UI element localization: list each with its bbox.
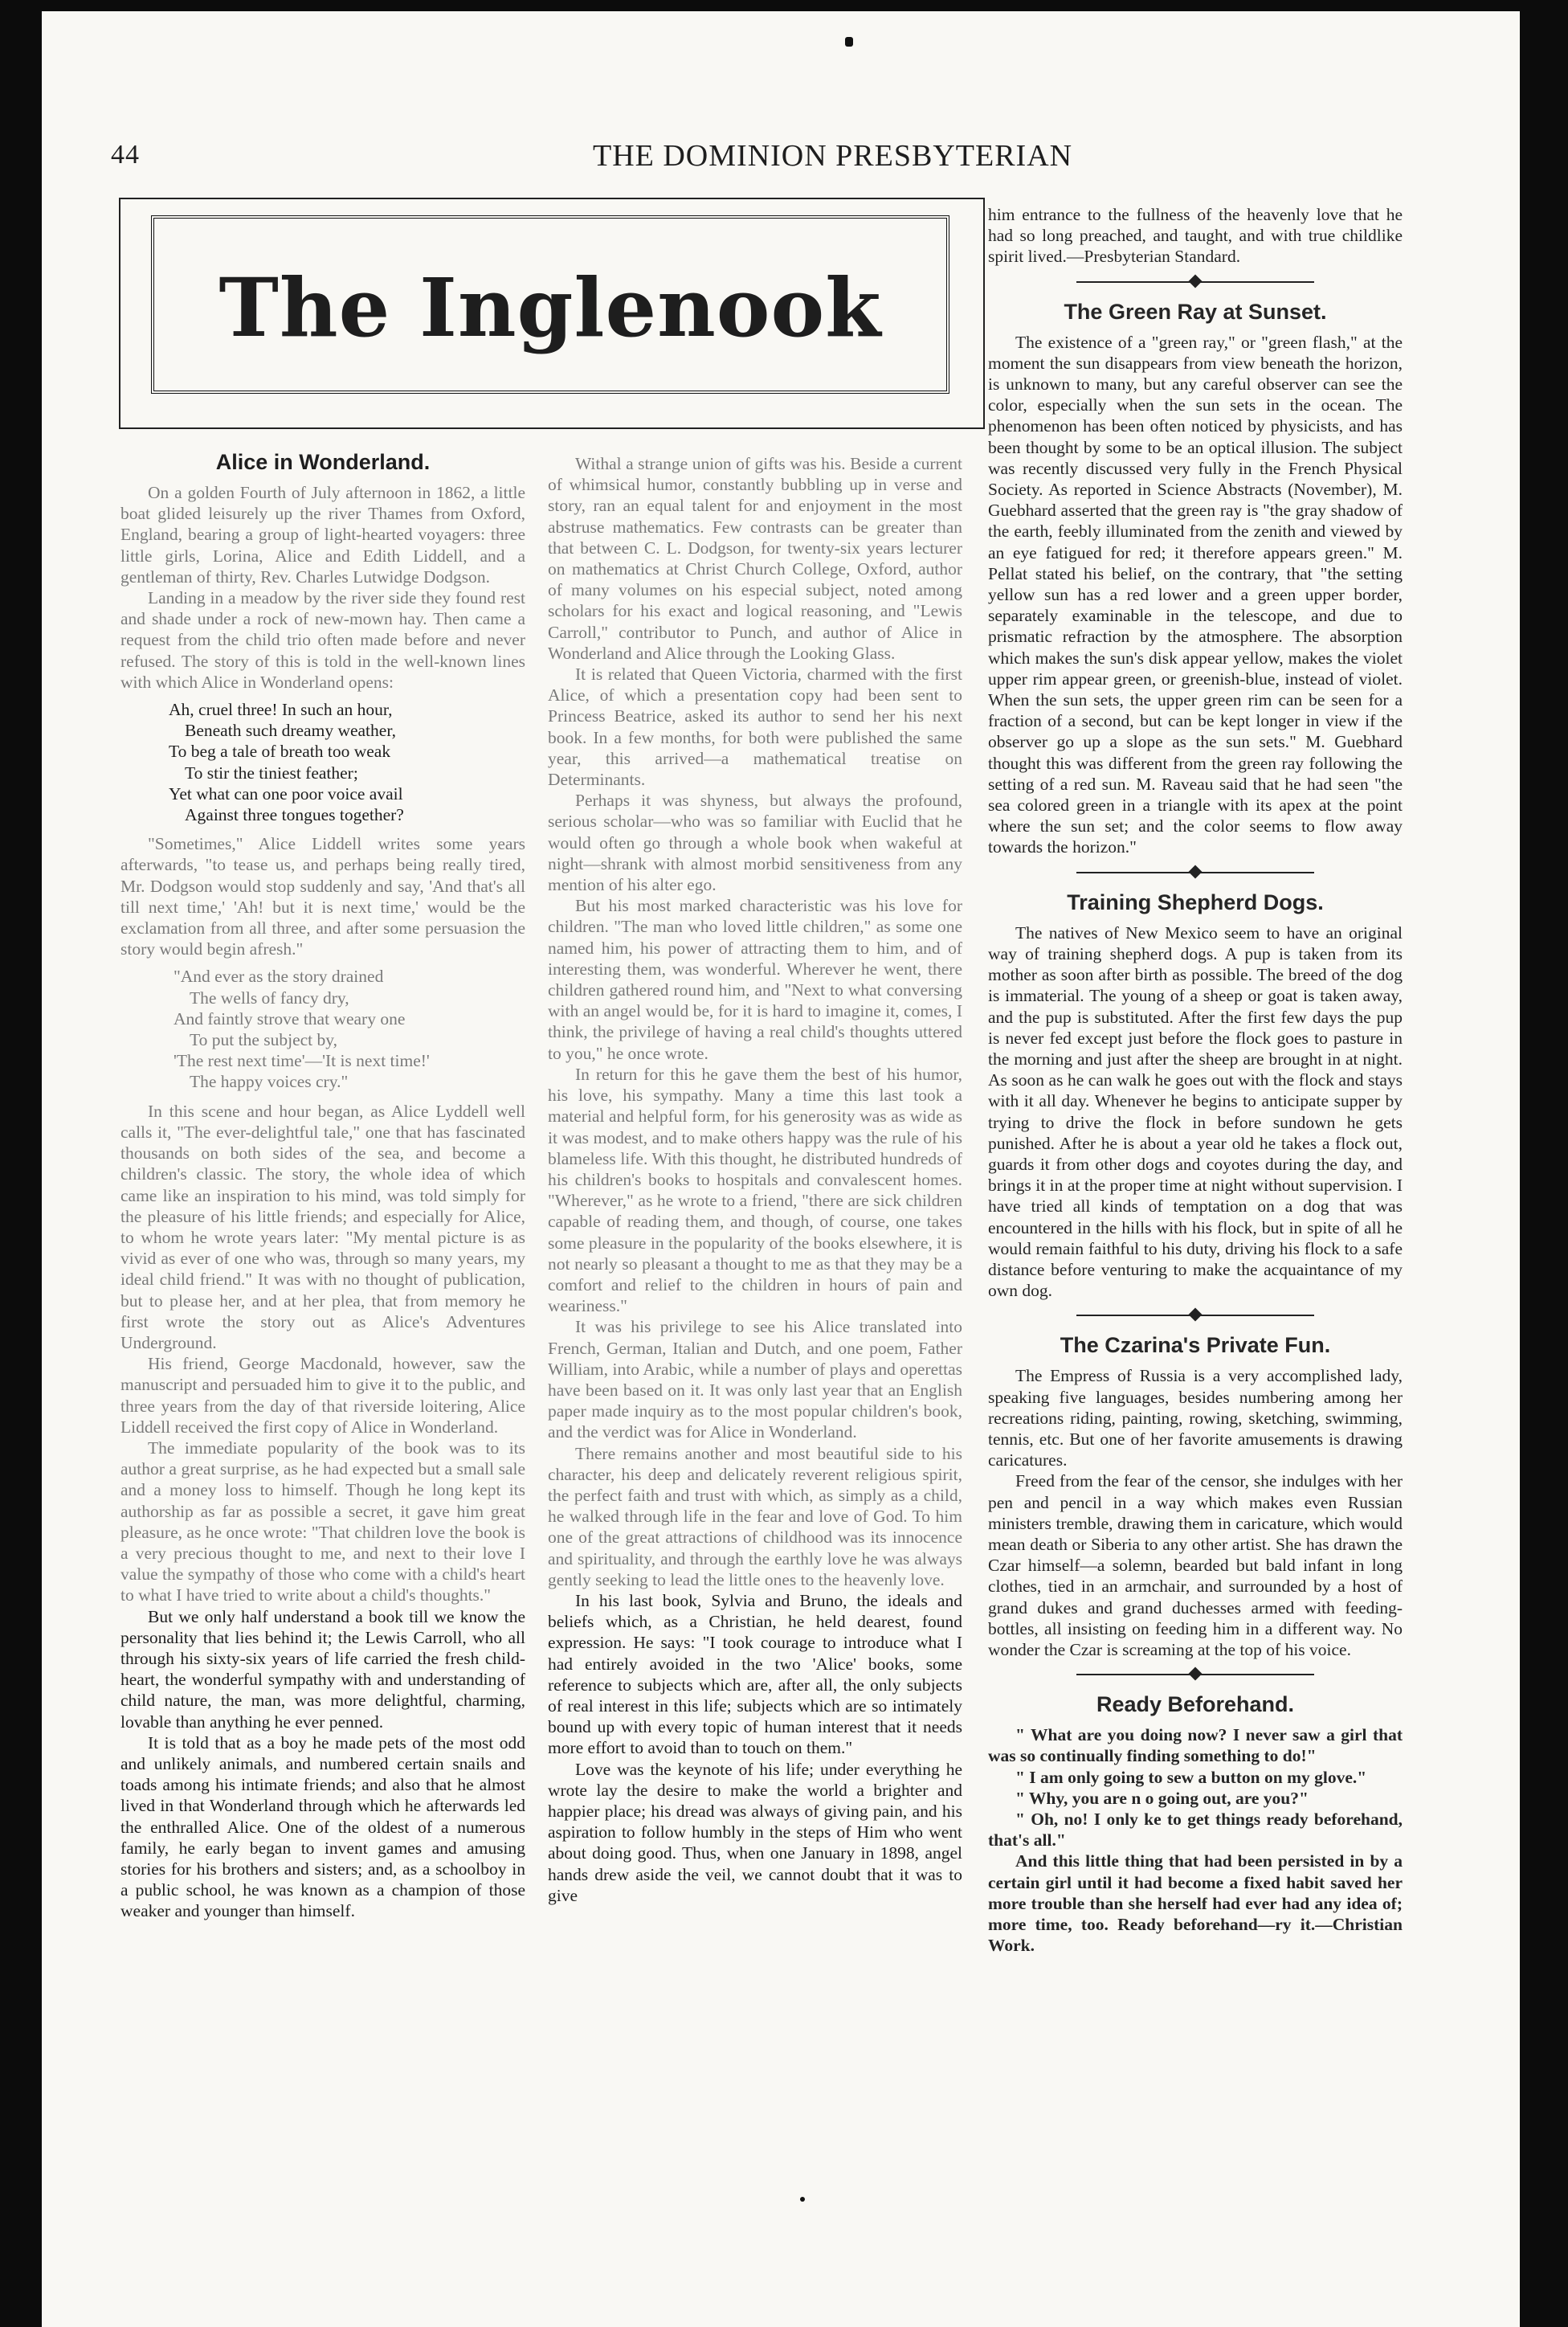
alice-paragraph: There remains another and most beautiful side to his character, his deep and delicately reverent religious spirit, the perfect faith and trust with which, as simply as a child, he walked through life in the fear and love of God. To him one of the great attractions of childhood was its innocence and spirituality, and through the earthly love he was always gently seeking to lead the little ones to the heavenly love. (548, 1443, 962, 1589)
left-scan-border (0, 0, 42, 2327)
alice-heading: Alice in Wonderland. (215, 450, 431, 474)
alice-paragraph: In return for this he gave them the best of his humor, his love, his sympathy. Many a time this last took a material and helpful form, for his generosity was as wide as it was modest, and to make others happy was the rule of his blameless life. With this thought, he distributed hundreds of his children's books to hospitals and convalescent homes. "Wherever," as he wrote to a friend, "there are sick children capable of reading them, and though, of course, one takes some pleasure in the popularity of the books elsewhere, it is not nearly so pleasant a thought to me as that they may be a comfort and relief to the children in hours of pain and weariness." (548, 1064, 962, 1316)
section-divider (988, 274, 1403, 290)
ready-dialogue-line: " Oh, no! I only ke to get things ready beforehand, that's all." (988, 1810, 1403, 1851)
alice-paragraph: The immediate popularity of the book was to its author a great surprise, as he had expected but a small sale and a money loss to himself. Though he long kept its authorship as far as possible a secret, it gave him great pleasure, as he once wrote: "That children love the book is a very precious thought to me, and next to their love I value the sympathy of those who come with a child's heart to what I have tried to write about a child's thoughts." (120, 1438, 525, 1605)
section-divider (988, 1667, 1403, 1683)
ink-speck (845, 37, 853, 47)
poem-line: And faintly strove that weary one (174, 1008, 406, 1029)
poem-line: Yet what can one poor voice avail (169, 783, 403, 804)
czarina-paragraph: Freed from the fear of the censor, she indulges with her pen and pencil in a way which makes even Russian ministers tremble, drawing them in caricature, which would mean death or Siberia to any other artist. She has drawn the Czar himself—a solemn, bearded but bald infant in long clothes, tied in an armchair, and surrounded by a host of grand dukes and grand duchesses armed with feeding-bottles, all insisting on feeding him in a different way. No wonder the Czar is screaming at the top of his voice. (988, 1471, 1403, 1659)
alice-paragraph: It is told that as a boy he made pets of the most odd and unlikely animals, and numbered certain snails and toads among his intimate friends; and also that he almost lived in that Wonderland through which he afterwards led the enthralled Alice. One of the oldest of a numerous family, he early began to invent games and amusing stories for his brothers and sisters; and, as a schoolboy in a public school, he was known as a champion of those weaker and younger than himself. (120, 1732, 525, 1921)
alice-paragraph: Landing in a meadow by the river side they found rest and shade under a rock of new-mown hay. Then came a request from the child trio often made before and never refused. The story of this is told in the well-known lines with which Alice in Wonderland opens: (120, 588, 525, 692)
column-1 (120, 448, 525, 1922)
inglenook-title: The Inglenook (218, 260, 882, 355)
greenray-paragraph: The existence of a "green ray," or "green flash," at the moment the sun disappears from view beneath the horizon, is unknown to many, but any careful observer can see the color, especially when the sun sets in the ocean. The phenomenon has been often noticed by physicists, and has been thought by some to be an optical illusion. The subject was recently discussed very fully in the French Physical Society. As reported in Science Abstracts (November), M. Guebhard asserted that the green ray is "the gray shadow of the earth, feebly illuminated from the zenith and viewed by an eye fatigued for red; it therefore appears green." M. Pellat stated his belief, on the contrary, that "the setting yellow sun has a red lower and a green upper border, separately examinable in the telescope, and due to prismatic refraction by the atmosphere. The absorption which makes the sun's disk appear yellow, makes the violet upper rim appear green, or greenish-blue, instead of violet. When the sun sets, the upper green rim can be seen for a fraction of a second, but can be kept longer in view if the observer go up a slope as the sun sets." M. Guebhard thought this was different from the green ray following the setting of a red sun. M. Raveau said that he had seen "the sea colored green in a triangle with its apex at the point where the sun set; and the color seems to flow away towards the horizon." (988, 332, 1403, 857)
right-scan-border (1520, 0, 1568, 2327)
column-3 (988, 204, 1403, 1956)
dogs-heading: Training Shepherd Dogs. (1067, 889, 1324, 914)
alice-paragraph: "Sometimes," Alice Liddell writes some years afterwards, "to tease us, and perhaps being really tired, Mr. Dodgson would stop suddenly and say, 'And that's all till next time,' 'Ah! but it is next time,' would be the exclamation from all three, and after some persuasion the story would begin afresh." (120, 834, 525, 959)
ready-heading: Ready Beforehand. (1096, 1692, 1295, 1717)
ready-dialogue-line: " Why, you are n o going out, are you?" (1015, 1788, 1309, 1808)
alice-poem-1 (120, 699, 525, 825)
column-2 (548, 453, 962, 1906)
alice-paragraph: It was his privilege to see his Alice translated into French, German, Italian and Dutch, and one poem, Father William, into Arabic, while a number of plays and operettas have been based on it. It was only last year that an English paper made inquiry as to the most popular children's book, and the verdict was for Alice in Wonderland. (548, 1317, 962, 1442)
poem-line: "And ever as the story drained (174, 967, 384, 987)
poem-line: Ah, cruel three! In such an hour, (169, 700, 393, 720)
alice-paragraph: It is related that Queen Victoria, charmed with the first Alice, of which a presentation copy had been sent to Princess Beatrice, asked its author to send her his next book. In a few months, for both were published the same year, this arrived—a mathematical treatise on Determinants. (548, 665, 962, 790)
czarina-paragraph: The Empress of Russia is a very accomplished lady, speaking five languages, besides numbering among her recreations riding, painting, rowing, sketching, swimming, tennis, etc. But one of her favorite amusements is drawing caricatures. (988, 1366, 1403, 1470)
poem-line: 'The rest next time'—'It is next time!' (174, 1051, 430, 1071)
poem-line: To put the subject by, (190, 1030, 337, 1050)
poem-line: The happy voices cry." (190, 1072, 349, 1092)
alice-paragraph: In this scene and hour began, as Alice Lyddell well calls it, "The ever-delightful tale," one that has fascinated thousands on both sides of the sea, and become a children's classic. The story, the whole idea of which came like an inspiration to his mind, was told simply for the pleasure of his little friends; and especially for Alice, to whom he wrote years later: "My mental picture is as vivid as ever of one who was, through so many years, my ideal child friend." It was with no thought of publication, but to please her, and at her plea, that from memory he first wrote the story out as Alice's Adventures Underground. (120, 1101, 525, 1352)
alice-paragraph: In his last book, Sylvia and Bruno, the ideals and beliefs which, as a Christian, he held dearest, found expression. He says: "I took courage to introduce what I had entirely avoided in the two 'Alice' books, some reference to subjects which are, after all, the only subjects of real interest in this life; subjects which are so intimately bound up with every topic of human interest that it needs more effort to avoid than to touch on them." (548, 1590, 962, 1758)
section-divider (988, 1307, 1403, 1323)
alice-paragraph: Withal a strange union of gifts was his. Beside a current of whimsical humor, constantly bubbling up in verse and story, ran an equal talent for and enjoyment in the most abstruse mathematics. Few contrasts can be greater than that between C. L. Dodgson, for twenty-six years lecturer on mathematics at Christ Church College, Oxford, author of many volumes on his especial subject, noted among scholars for his exact and logical reasoning, and "Lewis Carroll," contributor to Punch, and author of Alice in Wonderland and Alice through the Looking Glass. (548, 454, 962, 663)
alice-paragraph: Perhaps it was shyness, but always the profound, serious scholar—who was so familiar with Euclid that he would often go through a whole book when wakeful at night—shrank with almost morbid sensitiveness from any mention of his alter ego. (548, 791, 962, 895)
alice-paragraph: But we only half understand a book till we know the personality that lies behind it; the Lewis Carroll, who all through his sixty-six years of life carried the fresh child-heart, the wonderful sympathy with and understanding of child nature, the man, was more delightful, charming, lovable than anything he ever penned. (120, 1606, 525, 1732)
alice-paragraph: His friend, George Macdonald, however, saw the manuscript and persuaded him to give it to the public, and three years from the day of that riverside loitering, Alice Liddell received the first copy of Alice in Wonderland. (120, 1354, 525, 1437)
alice-poem-2 (120, 966, 525, 1092)
alice-paragraph: On a golden Fourth of July afternoon in 1862, a little boat glided leisurely up the river Thames from Oxford, England, bearing a group of light-hearted voyagers: three little girls, Lorina, Alice and Edith Liddell, and a gentleman of thirty, Rev. Charles Lutwidge Dodgson. (120, 483, 525, 587)
ink-speck (800, 2197, 805, 2202)
greenray-heading: The Green Ray at Sunset. (1064, 299, 1327, 324)
alice-conclusion: him entrance to the fullness of the heavenly love that he had so long preached, and taught, and with true childlike spirit lived.—Presbyterian Standard. (988, 205, 1403, 267)
czarina-heading: The Czarina's Private Fun. (1060, 1333, 1331, 1358)
running-head: THE DOMINION PRESBYTERIAN (593, 139, 1073, 173)
inglenook-banner (119, 198, 985, 429)
alice-paragraph: Love was the keynote of his life; under everything he wrote lay the desire to make the world a brighter and happier place; his dread was always of giving pain, and his aspiration to follow humbly in the steps of Him who went about doing good. Thus, when one January in 1898, angel hands drew aside the veil, we cannot doubt that it was to give (548, 1759, 962, 1905)
poem-line: Beneath such dreamy weather, (185, 721, 396, 741)
poem-line: The wells of fancy dry, (190, 988, 349, 1008)
dogs-paragraph: The natives of New Mexico seem to have an original way of training shepherd dogs. A pup is taken from its mother as soon after birth as possible. The breed of the dog is immaterial. The young of a sheep or goat is taken away, and the pup is substituted. After the first few days the pup is never fed except just before the flock goes to pasture in the morning and just after the sheep are brought in at night. As soon as he can walk he goes out with the flock and stays with it all day. Whenever he begins to anticipate supper by trying to drive the flock in before sundown he gets punished. After he is about a year old he takes a flock out, guards it from other dogs and coyotes during the day, and brings it in at the proper time at night without supervision. I have tried all kinds of temptation on a dog that was encountered in the hills with his flock, but in spite of all he would remain faithful to his duty, driving his flock to a safe distance before venturing to make the acquaintance of my own dog. (988, 922, 1403, 1301)
inglenook-frame (151, 215, 949, 394)
poem-line: To beg a tale of breath too weak (169, 742, 391, 762)
poem-line: To stir the tiniest feather; (185, 763, 358, 783)
poem-line: Against three tongues together? (185, 805, 404, 825)
page-number: 44 (111, 140, 140, 170)
ready-dialogue-line: " I am only going to sew a button on my glove." (1015, 1767, 1367, 1787)
top-scan-border (42, 0, 1520, 11)
ready-paragraph: And this little thing that had been persisted in by a certain girl until it had become a fixed habit saved her more trouble than she herself had ever had any idea of; more time, too. Ready beforehand—ry it.—Christian Work. (988, 1851, 1403, 1956)
section-divider (988, 865, 1403, 881)
alice-paragraph: But his most marked characteristic was his love for children. "The man who loved little children," as some one named him, his power of attracting them to him, and of interesting them, was wonderful. Wherever he went, there children gathered round him, and "Next to what conversing with an angel would be, for it is hard to imagine it, comes, I think, the privilege of having a real child's thoughts uttered to you," he once wrote. (548, 896, 962, 1063)
ready-dialogue-line: " What are you doing now? I never saw a girl that was so continually finding something to do!" (988, 1725, 1403, 1766)
